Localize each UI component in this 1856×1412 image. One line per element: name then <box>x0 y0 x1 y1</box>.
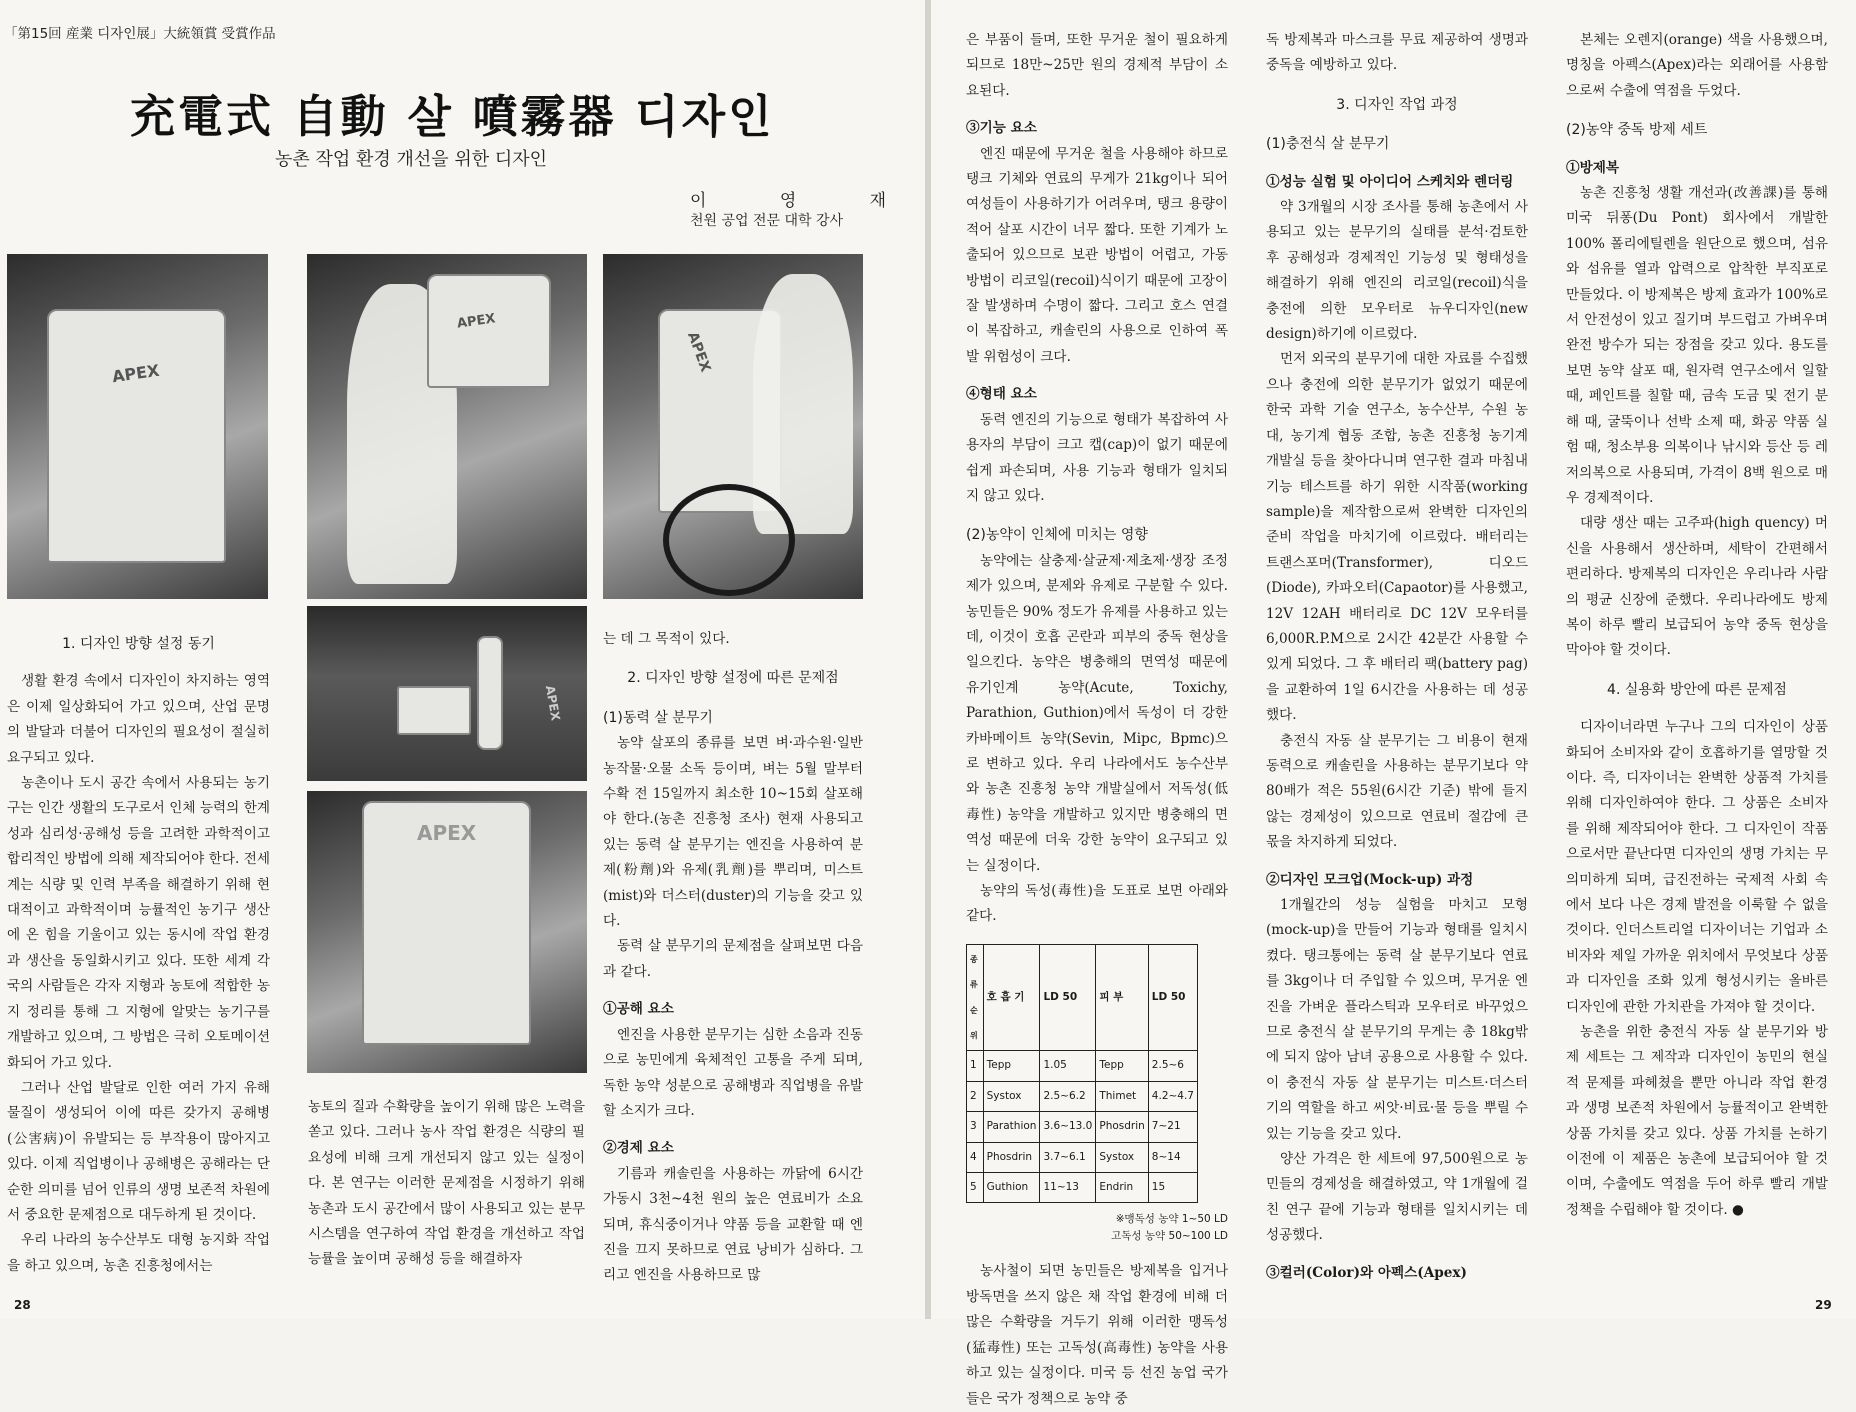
series-title: 「第15回 産業 디자인展」大統領賞 受賞作品 <box>4 26 276 42</box>
body-paragraph: 농촌을 위한 충전식 자동 살 분무기와 방제 세트는 그 제작과 디자인이 농민의 현실적 문제를 파헤쳤을 뿐만 아니라 작업 환경과 생명 보존적 차원에서 능률적이고 완벽한 상품 가치를 갖고 있다. 상품 가치를 논하기 이전에 이 제품은 농촌에 보급되어야 할 것이며, 수출에도 역점을 두어 하루 빨리 개발 정책을 수립해야 할 것이다. ● <box>1566 1024 1828 1218</box>
table-cell: Guthion <box>983 1173 1040 1203</box>
table-cell: 15 <box>1148 1173 1197 1203</box>
body-paragraph: 농촌 진흥청 생활 개선과(改善課)를 통해 미국 뒤퐁(Du Pont) 회사에서 개발한 100% 폴리에틸렌을 원단으로 했으며, 섬유와 섬유를 열과 압력으로 압착한 부직포로 만들었다. 이 방제복은 방제 효과가 100%로서 안전성이 있고 질기며 부드럽고 가벼우며 완전 방수가 되는 장점을 갖고 있다. 용도를 보면 농약 살포 때, 원자력 연구소에서 일할 때, 페인트를 칠할 때, 금속 도금 및 전기 분해 때, 굴뚝이나 선박 소제 때, 화공 약품 실험 때, 청소부용 의복이나 낚시와 등산 등 레저의복으로 사용되며, 가격이 8백 원으로 매우 경제적이다. <box>1566 185 1828 506</box>
toxicity-table <box>966 944 1198 1204</box>
photo-protective-kit <box>307 606 587 781</box>
page-number: 29 <box>1815 1298 1832 1312</box>
body-paragraph: 농약 살포의 종류를 보면 벼·과수원·일반 농작물·오물 소독 등이며, 벼는 5월 말부터 수확 전 15일까지 최소한 10~15회 살포해야 한다.(농촌 진흥청 조사) 현재 사용되고 있는 동력 살 분무기는 엔진을 사용하여 분제(粉劑)와 유제(乳劑)를 뿌리며, 미스트(mist)와 더스터(duster)의 기능을 갖고 있다. <box>603 735 863 930</box>
page-number: 28 <box>14 1298 31 1312</box>
table-cell: 2.5~6.2 <box>1040 1081 1096 1111</box>
photo-sprayer-unit <box>7 254 268 599</box>
table-cell: Tepp <box>983 1051 1040 1081</box>
body-paragraph: 동력 살 분무기의 문제점을 살펴보면 다음과 같다. <box>603 938 863 980</box>
table-cell: 1.05 <box>1040 1051 1096 1081</box>
right-column-2 <box>1266 28 1528 1286</box>
backpack-sprayer <box>427 274 551 388</box>
apex-logo: APEX <box>542 684 563 722</box>
body-paragraph: 농약의 독성(毒性)을 도표로 보면 아래와 같다. <box>966 883 1228 925</box>
right-column-1 <box>966 28 1228 1412</box>
body-paragraph: 그러나 산업 발달로 인한 여러 가지 유해 물질이 생성되어 이에 따른 갖가지 공해병(公害病)이 유발되는 등 부작용이 많아지고 있다. 이제 직업병이나 공해병은 공해라는 단순한 의미를 넘어 인류의 생명 보존적 차원에서 중요한 문제점으로 대두하게 된 것이다. <box>7 1079 270 1223</box>
item-heading: ③컬러(Color)와 아펙스(Apex) <box>1266 1264 1467 1281</box>
table-cell: 7~21 <box>1148 1112 1197 1142</box>
item-heading: ①방제복 <box>1566 159 1619 176</box>
apex-logo: APEX <box>684 329 714 375</box>
body-paragraph: 농사철이 되면 농민들은 방제복을 입거나 방독면을 쓰지 않은 채 작업 환경에 비해 더 많은 수확량을 거두기 위해 이러한 맹독성(猛毒性) 또는 고독성(高毒性) 농약을 사용하고 있는 실정이다. 미국 등 선진 농업 국가들은 국가 정책으로 농약 중 <box>966 1263 1228 1407</box>
body-paragraph: 농촌이나 도시 공간 속에서 사용되는 농기구는 인간 생활의 도구로서 인체 능력의 한계성과 심리성·공해성 등을 고려한 과학적이고 합리적인 방법에 의해 제작되어야 한다. 전세계는 식량 및 인력 부족을 해결하기 위해 현대적이고 과학적이며 능률적인 농기구 생산에 온 힘을 기울이고 있는 동시에 작업 환경과 생산을 동일화시키고 있다. 또한 세계 각국의 사람들은 각자 지형과 농토에 적합한 농지 정리를 통해 그 지형에 알맞는 농기구를 개발하고 있으며, 그 방법은 극히 오토메이션화되어 가고 있다. <box>7 775 270 1071</box>
table-header: LD 50 <box>1148 944 1197 1051</box>
article-title: 充電式 自動 살 噴霧器 디자인 <box>130 90 775 143</box>
item-heading: ③기능 요소 <box>966 120 1037 137</box>
table-cell: 4.2~4.7 <box>1148 1081 1197 1111</box>
section-heading-3: 3. 디자인 작업 과정 <box>1336 96 1458 113</box>
section-heading-2: 2. 디자인 방향 설정에 따른 문제점 <box>627 670 839 687</box>
body-paragraph: 1개월간의 성능 실험을 마치고 모형(mock-up)을 만들어 기능과 형태를 일치시켰다. 탱크통에는 동력 살 분무기보다 연료를 3kg이나 더 주입할 수 있으며, 무거운 엔진을 가벼운 플라스틱과 모우터로 바꾸었으므로 충전식 살 분무기의 무게는 총 18kg밖에 되지 않아 남녀 공용으로 사용할 수 있다. 이 충전식 자동 살 분무기는 미스트·더스터 기의 역할을 하고 씨앗·비료·물 등을 뿌릴 수 있는 기능을 갖고 있다. <box>1266 897 1528 1142</box>
subsection-heading: (1)동력 살 분무기 <box>603 709 713 726</box>
battery-pack <box>397 686 471 735</box>
section-heading-4: 4. 실용화 방안에 따른 문제점 <box>1607 681 1787 698</box>
body-paragraph: 약 3개월의 시장 조사를 통해 농촌에서 사용되고 있는 분무기의 실태를 분석·검토한 후 공해성과 경제적인 기능성 및 형태성을 해결하기 위해 엔진의 리코일(recoil)식을 충전에 의한 모우터로 뉴우디자인(new design)하기에 이르렀다. <box>1266 199 1528 343</box>
item-heading: ①공해 요소 <box>603 1001 674 1018</box>
body-paragraph: 엔진을 사용한 분무기는 심한 소음과 진동으로 농민에게 육체적인 고통을 주게 되며, 독한 농약 성분으로 공해병과 직업병을 유발할 소지가 크다. <box>603 1026 863 1119</box>
body-paragraph: 생활 환경 속에서 디자인이 차지하는 영역은 이제 일상화되어 가고 있으며, 산업 문명의 발달과 더불어 디자인의 필요성이 절실히 요구되고 있다. <box>7 673 270 766</box>
body-paragraph: 독 방제복과 마스크를 무료 제공하여 생명과 중독을 예방하고 있다. <box>1266 32 1528 74</box>
section-heading-1: 1. 디자인 방향 설정 동기 <box>62 636 215 652</box>
body-paragraph: 양산 가격은 한 세트에 97,500원으로 농민들의 경제성을 해결하였고, 약 1개월에 걸친 연구 끝에 기능과 형태를 일치시키는 데 성공했다. <box>1266 1151 1528 1244</box>
table-cell: Systox <box>1096 1142 1148 1172</box>
hose <box>663 484 795 596</box>
right-column-3 <box>1566 28 1828 1223</box>
table-note-line: ※맹독성 농약 1~50 LD <box>1115 1213 1228 1226</box>
body-paragraph: 대량 생산 때는 고주파(high quency) 머신을 사용해서 생산하며, 세탁이 간편해서 편리하다. 방제복의 디자인은 우리나라 사람의 평균 신장에 준했다. 우리나라에도 방제복이 하루 빨리 보급되어 농약 중독 현상을 막아야 할 것이다. <box>1566 515 1828 659</box>
apex-logo: APEX <box>110 360 161 387</box>
author-name: 이 영 재 <box>690 191 921 211</box>
item-heading: ④형태 요소 <box>966 386 1037 403</box>
table-header: LD 50 <box>1040 944 1096 1051</box>
table-note <box>966 1211 1228 1245</box>
apex-logo: APEX <box>417 821 477 845</box>
table-row <box>967 1142 1198 1172</box>
table-cell: Parathion <box>983 1112 1040 1142</box>
table-cell: 11~13 <box>1040 1173 1096 1203</box>
table-cell: 3.6~13.0 <box>1040 1112 1096 1142</box>
table-header: 피 부 <box>1096 944 1148 1051</box>
table-cell: Phosdrin <box>1096 1112 1148 1142</box>
table-cell: 8~14 <box>1148 1142 1197 1172</box>
body-paragraph: 엔진 때문에 무거운 철을 사용해야 하므로 탱크 기체와 연료의 무게가 21kg이나 되어 여성들이 사용하기가 어려우며, 탱크 용량이 적어 살포 시간이 너무 짧다. 또한 기계가 노출되어 있으므로 보관 방법이 어렵고, 가동 방법이 리코일(recoil)식이기 때문에 고장이 잘 발생하며 수명이 짧다. 그리고 호스 연결이 복잡하고, 캐솔린의 사용으로 인하여 폭발 위험성이 크다. <box>966 145 1228 365</box>
photo-worker-carrying <box>307 254 587 599</box>
right-page <box>931 0 1856 1407</box>
body-paragraph: 충전식 자동 살 분무기는 그 비용이 현재 동력으로 캐솔린을 사용하는 분무기보다 약 80배가 적은 55원(6시간 기준) 밖에 들지 않는 경제성이 있으므로 연료비 절감에 큰 몫을 차지하게 되었다. <box>1266 732 1528 851</box>
left-page <box>0 0 925 1319</box>
photo-open-unit <box>307 791 587 1073</box>
table-cell: Phosdrin <box>983 1142 1040 1172</box>
table-cell: Tepp <box>1096 1051 1148 1081</box>
body-paragraph: 농토의 질과 수확량을 높이기 위해 많은 노력을 쏟고 있다. 그러나 농사 작업 환경은 식량의 필요성에 비해 크게 개선되지 않고 있는 실정이다. 본 연구는 이러한 문제점을 시정하기 위해 농촌과 도시 공간에서 많이 사용되고 있는 분무 시스템을 연구하여 작업 환경을 개선하고 작업 능률을 높이며 공해성 등을 해결하자 <box>308 1099 585 1268</box>
body-paragraph: 는 데 그 목적이 있다. <box>603 631 730 647</box>
photo-worker-kneeling <box>603 254 863 599</box>
left-column-3 <box>603 627 863 1289</box>
table-cell: 4 <box>967 1142 984 1172</box>
item-heading: ①성능 실험 및 아이디어 스케치와 렌더링 <box>1266 173 1514 190</box>
table-row <box>967 1081 1198 1111</box>
body-paragraph: 디자이너라면 누구나 그의 디자인이 상품화되어 소비자와 같이 호흡하기를 열망할 것이다. 즉, 디자이너는 완벽한 상품적 가치를 위해 디자인하여야 한다. 그 상품은 소비자를 위해 제작되어야 한다. 그 디자인이 작품으로서만 끝난다면 디자인의 생명 가치는 무의미하게 되며, 급진전하는 국제적 사회 속에서 보다 나은 경제 발전을 이룩할 수 없을 것이다. 인더스트리얼 디자이너는 기업과 소비자와 제일 가까운 위치에서 무엇보다 상품과 디자인을 조화 있게 형성시키는 올바른 디자인에 관한 가치관을 가져야 할 것이다. <box>1566 719 1828 1015</box>
table-header: 종류 순위 <box>967 944 984 1051</box>
item-heading: ②디자인 모크업(Mock-up) 과정 <box>1266 871 1474 888</box>
table-cell: 1 <box>967 1051 984 1081</box>
item-heading: ②경제 요소 <box>603 1140 674 1157</box>
table-row <box>967 1173 1198 1203</box>
table-cell: 3 <box>967 1112 984 1142</box>
table-cell: Thimet <box>1096 1081 1148 1111</box>
body-paragraph: 동력 엔진의 기능으로 형태가 복잡하여 사용자의 부담이 크고 캡(cap)이 없기 때문에 쉽게 파손되며, 사용 기능과 형태가 일치되지 않고 있다. <box>966 411 1228 504</box>
left-column-1 <box>7 618 270 1279</box>
left-column-2 <box>308 1095 585 1273</box>
body-paragraph: 기름과 캐솔린을 사용하는 까닭에 6시간 가동시 3천~4천 원의 높은 연료비가 소요되며, 휴식중이거나 약품 등을 교환할 때 엔진을 끄지 못하므로 연료 낭비가 심하다. 그리고 엔진을 사용하므로 많 <box>603 1165 863 1284</box>
table-note-line: 고독성 농약 50~100 LD <box>1111 1230 1228 1243</box>
body-paragraph: 먼저 외국의 분무기에 대한 자료를 수집했으나 충전에 의한 분무기가 없었기 때문에 한국 과학 기술 연구소, 농수산부, 수원 농대, 농기계 협동 조합, 농촌 진흥청 농기계 개발실 등을 찾아다니며 연구한 결과 마침내 기능 테스트를 하기 위한 시작품(working sample)을 제작함으로써 완벽한 디자인의 준비 작업을 마치기에 이르렀다. 배터리는 트랜스포머(Transformer), 디오드(Diode), 카파오터(Capaotor)를 사용했고, 12V 12AH 배터리로 DC 12V 모우터를 6,000R.P.M으로 2시간 42분간 사용할 수 있게 되었다. 그 후 배터리 팩(battery pag)을 교환하여 1일 6시간을 사용하는 데 성공했다. <box>1266 351 1528 724</box>
table-header-row <box>967 944 1198 1051</box>
body-paragraph: 본체는 오렌지(orange) 색을 사용했으며, 명칭을 아펙스(Apex)라는 외래어를 사용함으로써 수출에 역점을 두었다. <box>1566 32 1828 99</box>
table-cell: Systox <box>983 1081 1040 1111</box>
subsection-heading: (1)충전식 살 분무기 <box>1266 136 1390 153</box>
article-subtitle: 농촌 작업 환경 개선을 위한 디자인 <box>275 149 548 170</box>
table-cell: 2 <box>967 1081 984 1111</box>
subsection-heading: (2)농약 중독 방제 세트 <box>1566 122 1708 139</box>
body-paragraph: 우리 나라의 농수산부도 대형 농지화 작업을 하고 있으며, 농촌 진흥청에서는 <box>7 1232 270 1274</box>
table-cell: Endrin <box>1096 1173 1148 1203</box>
table-header: 호 흡 기 <box>983 944 1040 1051</box>
spray-nozzle <box>477 636 503 750</box>
table-row <box>967 1112 1198 1142</box>
subsection-heading: (2)농약이 인체에 미치는 영향 <box>966 527 1148 544</box>
table-cell: 3.7~6.1 <box>1040 1142 1096 1172</box>
body-paragraph: 은 부품이 들며, 또한 무거운 철이 필요하게 되므로 18만~25만 원의 경제적 부담이 소요된다. <box>966 32 1228 99</box>
table-cell: 2.5~6 <box>1148 1051 1197 1081</box>
sprayer-device <box>47 309 226 563</box>
apex-logo: APEX <box>456 311 497 332</box>
body-paragraph: 농약에는 살충제·살균제·제초제·생장 조정제가 있으며, 분제와 유제로 구분할 수 있다. 농민들은 90% 정도가 유제를 사용하고 있는데, 이것이 호흡 곤란과 피부의 중독 현상을 일으킨다. 농약은 병충해의 면역성 때문에 유기인계 농약(Acute, Toxichy, Parathion, Guthion)에서 독성이 더 강한 카바메이트 농약(Sevin, Mipc, Bpmc)으로 변하고 있다. 우리 나라에서도 농수산부와 농촌 진흥청 농약 개발실에서 저독성(低毒性) 농약을 개발하고 있지만 병충해의 면역성 때문에 더욱 강한 농약이 요구되고 있는 실정이다. <box>966 552 1228 874</box>
table-cell: 5 <box>967 1173 984 1203</box>
author-affiliation: 천원 공업 전문 대학 강사 <box>690 213 844 229</box>
table-row <box>967 1051 1198 1081</box>
